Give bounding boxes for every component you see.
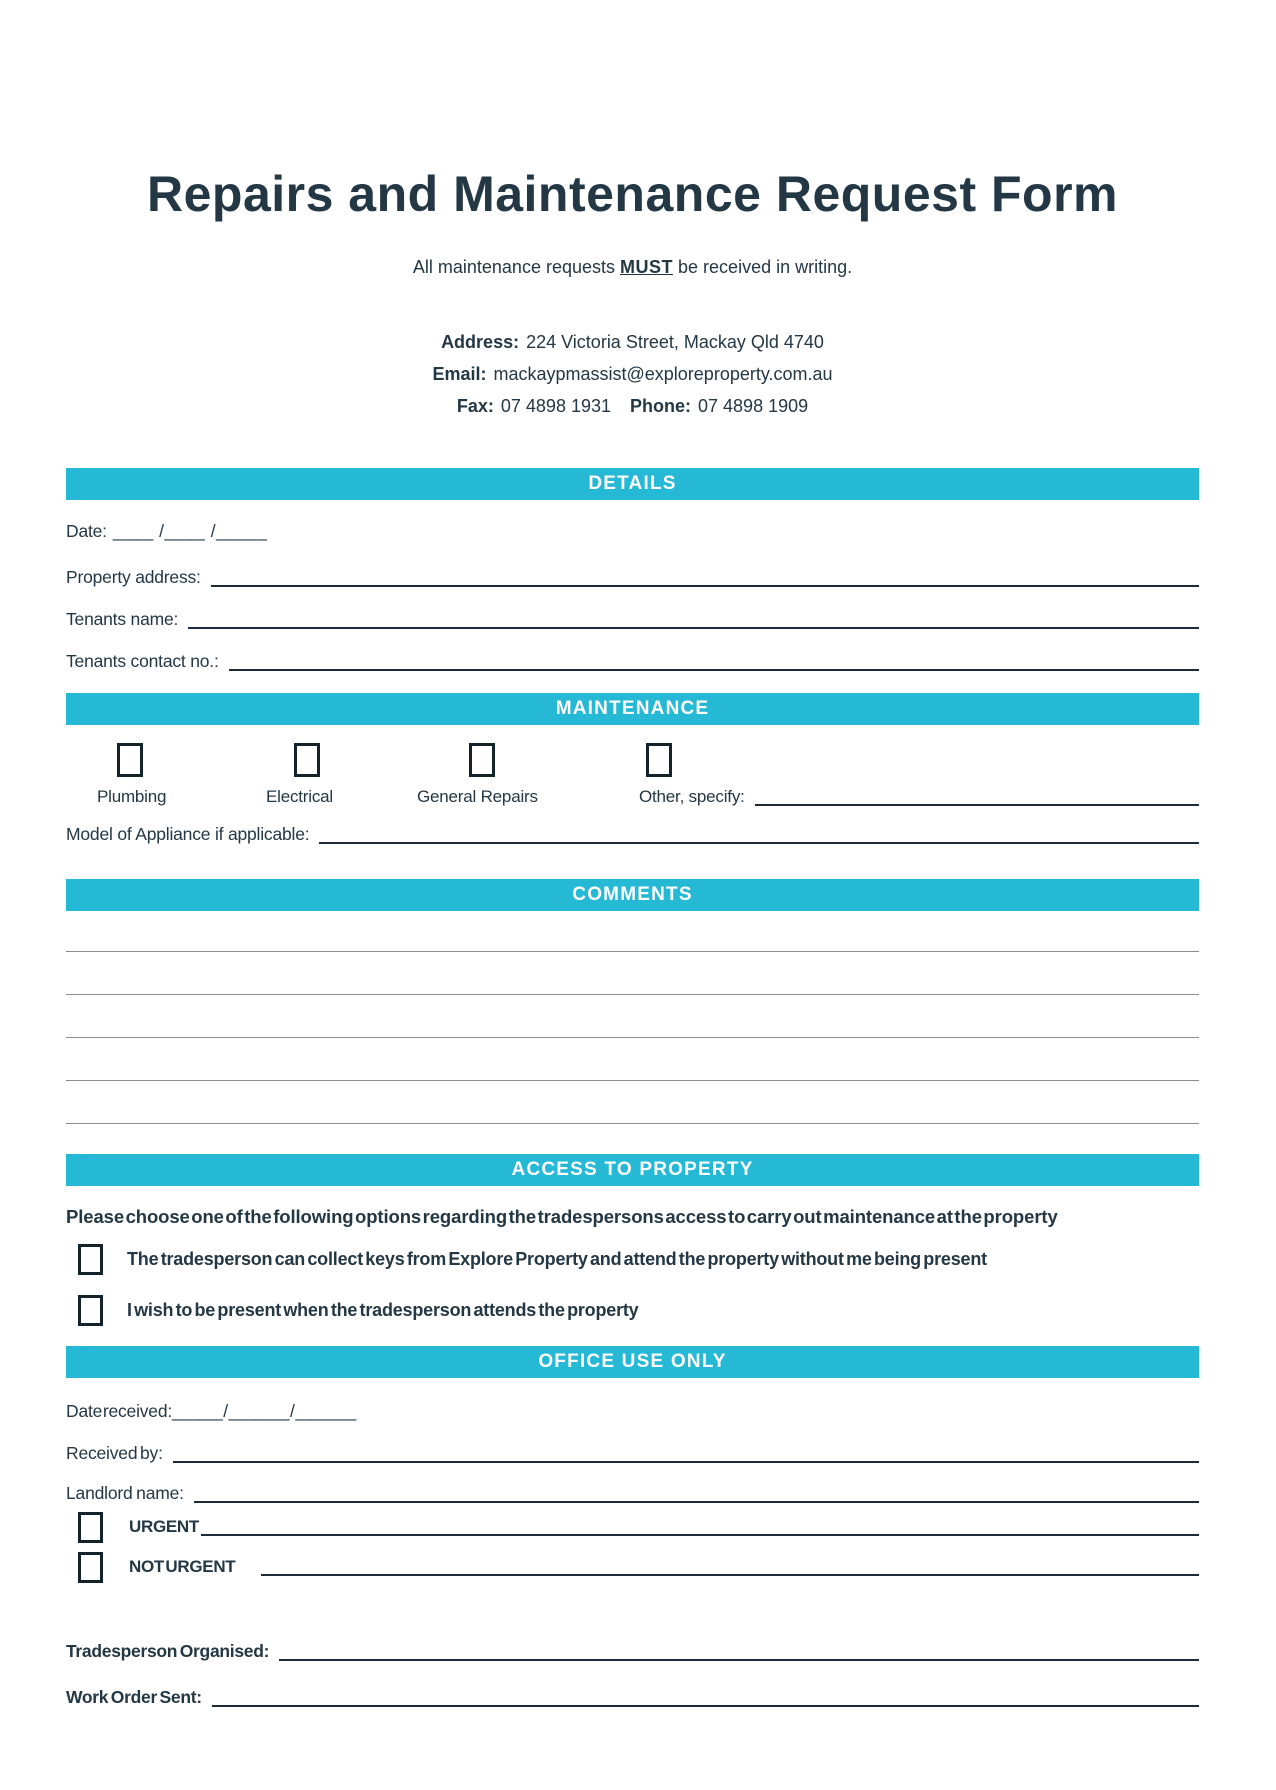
other-specify-label: Other, specify: (639, 787, 745, 806)
comment-line[interactable] (66, 911, 1199, 952)
date-row (66, 514, 1199, 548)
fax-value: 07 4898 1931 (500, 396, 611, 416)
collect-keys-checkbox[interactable] (78, 1244, 103, 1275)
comment-line[interactable] (66, 952, 1199, 995)
not-urgent-row (66, 1550, 1199, 1584)
not-urgent-checkbox[interactable] (78, 1552, 103, 1583)
received-by-field[interactable] (173, 1458, 1199, 1463)
tradesperson-label: Tradesperson Organised: (66, 1641, 270, 1661)
section-header-office: OFFICE USE ONLY (66, 1346, 1199, 1378)
phone-label: Phone: (630, 396, 692, 416)
tenants-name-field[interactable] (188, 624, 1199, 629)
access-option-keys (66, 1244, 1199, 1275)
comment-line[interactable] (66, 1081, 1199, 1124)
tenants-contact-field[interactable] (229, 666, 1199, 671)
fax-label: Fax: (456, 396, 494, 416)
contact-block (66, 326, 1199, 422)
property-address-field[interactable] (211, 582, 1199, 587)
electrical-checkbox[interactable] (294, 743, 320, 777)
comment-line[interactable] (66, 995, 1199, 1038)
maintenance-option-general-repairs (400, 743, 610, 807)
urgent-checkbox[interactable] (78, 1512, 103, 1543)
not-urgent-field[interactable] (261, 1571, 1199, 1576)
date-label: Date: (66, 520, 107, 541)
access-option-present (66, 1295, 1199, 1326)
plumbing-label: Plumbing (97, 787, 167, 806)
date-received-row (66, 1398, 1199, 1424)
appliance-label: Model of Appliance if applicable: (66, 824, 310, 844)
not-urgent-label: NOT URGENT (129, 1557, 236, 1576)
landlord-name-label: Landlord name: (66, 1483, 184, 1503)
work-order-label: Work Order Sent: (66, 1687, 202, 1707)
tenants-contact-label: Tenants contact no.: (66, 651, 219, 671)
property-address-row (66, 548, 1199, 588)
tenants-contact-row (66, 630, 1199, 672)
section-header-access: ACCESS TO PROPERTY (66, 1154, 1199, 1186)
date-received-field[interactable]: _____/______/______ (172, 1400, 357, 1421)
received-by-label: Received by: (66, 1443, 163, 1463)
urgent-label: URGENT (129, 1517, 199, 1536)
comment-line[interactable] (66, 1038, 1199, 1081)
tenants-name-row (66, 588, 1199, 630)
landlord-name-field[interactable] (194, 1498, 1199, 1503)
be-present-label: I wish to be present when the tradesperson attends the property (127, 1300, 639, 1320)
phone-value: 07 4898 1909 (698, 396, 809, 416)
appliance-field[interactable] (319, 839, 1199, 844)
section-header-comments: COMMENTS (66, 879, 1199, 911)
comments-area (66, 911, 1199, 1124)
section-header-details: DETAILS (66, 468, 1199, 500)
email-label: Email: (432, 364, 487, 384)
fax-phone-line (66, 390, 1199, 422)
work-order-field[interactable] (212, 1702, 1199, 1707)
maintenance-option-electrical (243, 743, 400, 807)
other-checkbox[interactable] (646, 743, 672, 777)
page-title: Repairs and Maintenance Request Form (146, 166, 1118, 222)
property-address-label: Property address: (66, 567, 201, 587)
maintenance-options (66, 743, 1199, 807)
landlord-name-row (66, 1464, 1199, 1504)
received-by-row (66, 1424, 1199, 1464)
address-line (66, 326, 1199, 358)
subtitle-suffix: be received in writing. (678, 257, 853, 277)
maintenance-option-plumbing (66, 743, 243, 807)
tradesperson-field[interactable] (279, 1656, 1199, 1661)
other-specify-field[interactable] (755, 801, 1199, 806)
appliance-row (66, 821, 1199, 845)
collect-keys-label: The tradesperson can collect keys from Explore Property and attend the property without me being present (127, 1249, 987, 1269)
email-value: mackaypmassist@exploreproperty.com.au (493, 364, 833, 384)
urgent-row (66, 1510, 1199, 1544)
maintenance-option-other (610, 743, 1199, 807)
address-value: 224 Victoria Street, Mackay Qld 4740 (526, 332, 824, 352)
address-label: Address: (441, 332, 520, 352)
tradesperson-row (66, 1636, 1199, 1662)
general-repairs-checkbox[interactable] (469, 743, 495, 777)
tenants-name-label: Tenants name: (66, 609, 179, 629)
subtitle-prefix: All maintenance requests (412, 257, 615, 277)
access-instruction: Please choose one of the following options regarding the tradespersons access to carry out maintenance at the property (66, 1206, 1058, 1227)
date-blanks-field[interactable]: ____ /____ /_____ (112, 520, 268, 541)
section-header-maintenance: MAINTENANCE (66, 693, 1199, 725)
plumbing-checkbox[interactable] (117, 743, 143, 777)
subtitle-emphasis: MUST (620, 257, 674, 277)
subtitle (66, 257, 1199, 278)
date-received-label: Date received: (66, 1400, 173, 1421)
general-repairs-label: General Repairs (417, 787, 538, 806)
be-present-checkbox[interactable] (78, 1295, 103, 1326)
urgent-field[interactable] (201, 1531, 1199, 1536)
electrical-label: Electrical (266, 787, 333, 806)
work-order-row (66, 1682, 1199, 1708)
email-line (66, 358, 1199, 390)
